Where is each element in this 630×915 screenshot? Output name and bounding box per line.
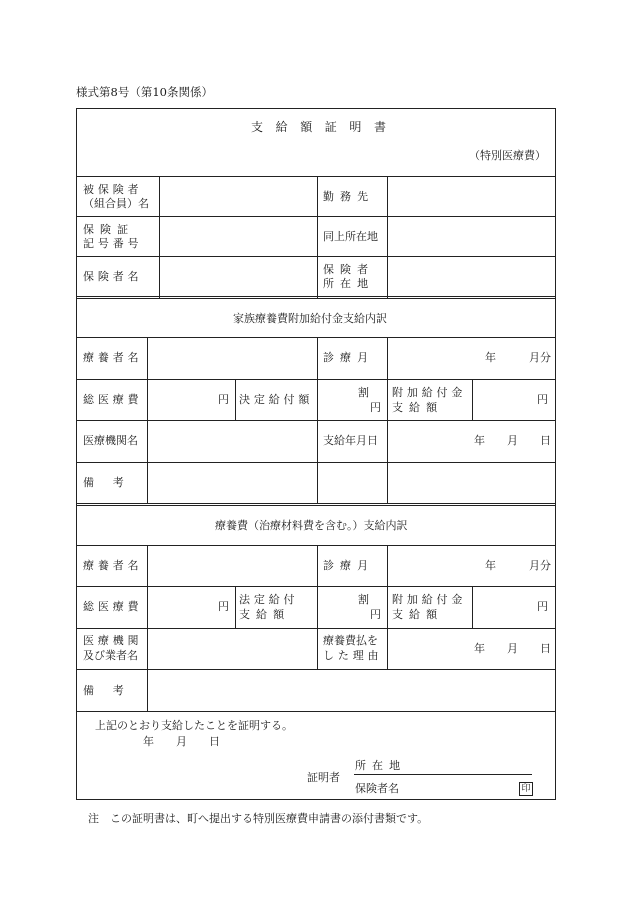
label-extra-amount: 支給額	[392, 608, 444, 621]
unit-wari: 割	[358, 593, 369, 606]
label-decided-benefit: 決定給付額	[239, 393, 314, 406]
label-remarks: 備考	[83, 684, 143, 697]
label-pay-date: 支給年月日	[323, 434, 378, 447]
label-total-cost: 総医療費	[83, 393, 143, 406]
section-heading-family: 家族療養費附加給付金支給内訳	[233, 312, 387, 325]
pay-date-ymd: 年 月 日	[474, 434, 551, 447]
label-institution-vendor: 医療機関	[83, 634, 143, 647]
label-treatment-month: 診療月	[323, 351, 375, 364]
label-card-number: 記号番号	[83, 237, 143, 250]
certification-statement: 上記のとおり支給したことを証明する。	[95, 719, 293, 732]
label-insurer: 保険者名	[355, 782, 399, 795]
label-insurer-address: 保険者	[323, 263, 375, 276]
label-institution-vendor-2: 及び業者名	[83, 649, 138, 662]
label-insurer-name: 保険者名	[83, 270, 143, 283]
label-legal-amount: 支給額	[239, 608, 291, 621]
label-insurer-location: 所在地	[323, 277, 375, 290]
unit-yen: 円	[218, 600, 229, 613]
label-insured-name: 被保険者	[83, 183, 143, 196]
label-reason-2: した理由	[323, 649, 383, 662]
unit-yen: 円	[370, 608, 381, 621]
certificate-form	[76, 108, 556, 800]
footnote: 注 この証明書は、町へ提出する特別医療費申請書の添付書類です。	[88, 812, 429, 825]
unit-yen: 円	[370, 401, 381, 414]
label-institution: 医療機関名	[83, 434, 138, 447]
unit-yen: 円	[537, 393, 548, 406]
label-extra-benefit: 附加給付金	[392, 593, 467, 606]
form-title: 支給額証明書	[251, 120, 399, 134]
label-location: 所在地	[355, 759, 407, 772]
unit-yen: 円	[537, 600, 548, 613]
label-extra-amount: 支給額	[392, 401, 444, 414]
seal-mark: 印	[519, 782, 533, 796]
form-subtitle: （特別医療費）	[469, 149, 546, 162]
label-insured-member: （組合員）名	[83, 197, 149, 210]
label-patient: 療養者名	[83, 351, 143, 364]
label-remarks: 備考	[83, 476, 143, 489]
form-number: 様式第8号（第10条関係）	[76, 85, 213, 99]
label-treatment-month: 診療月	[323, 559, 375, 572]
label-legal-benefit: 法定給付	[239, 593, 299, 606]
label-certifier: 証明者	[307, 771, 340, 784]
label-patient: 療養者名	[83, 559, 143, 572]
section-heading-medical: 療養費（治療材料費を含む。）支給内訳	[215, 519, 408, 532]
label-workplace: 勤務先	[323, 190, 375, 203]
unit-yen: 円	[218, 393, 229, 406]
label-card: 保険証	[83, 223, 135, 236]
reason-ymd: 年 月 日	[474, 642, 551, 655]
treatment-year-month: 年 月分	[485, 351, 551, 364]
certification-date: 年 月 日	[143, 735, 220, 748]
label-total-cost: 総医療費	[83, 600, 143, 613]
treatment-year-month: 年 月分	[485, 559, 551, 572]
label-workplace-address: 同上所在地	[323, 230, 378, 243]
label-reason: 療養費払を	[323, 634, 378, 647]
label-extra-benefit: 附加給付金	[392, 386, 467, 399]
unit-wari: 割	[358, 386, 369, 399]
